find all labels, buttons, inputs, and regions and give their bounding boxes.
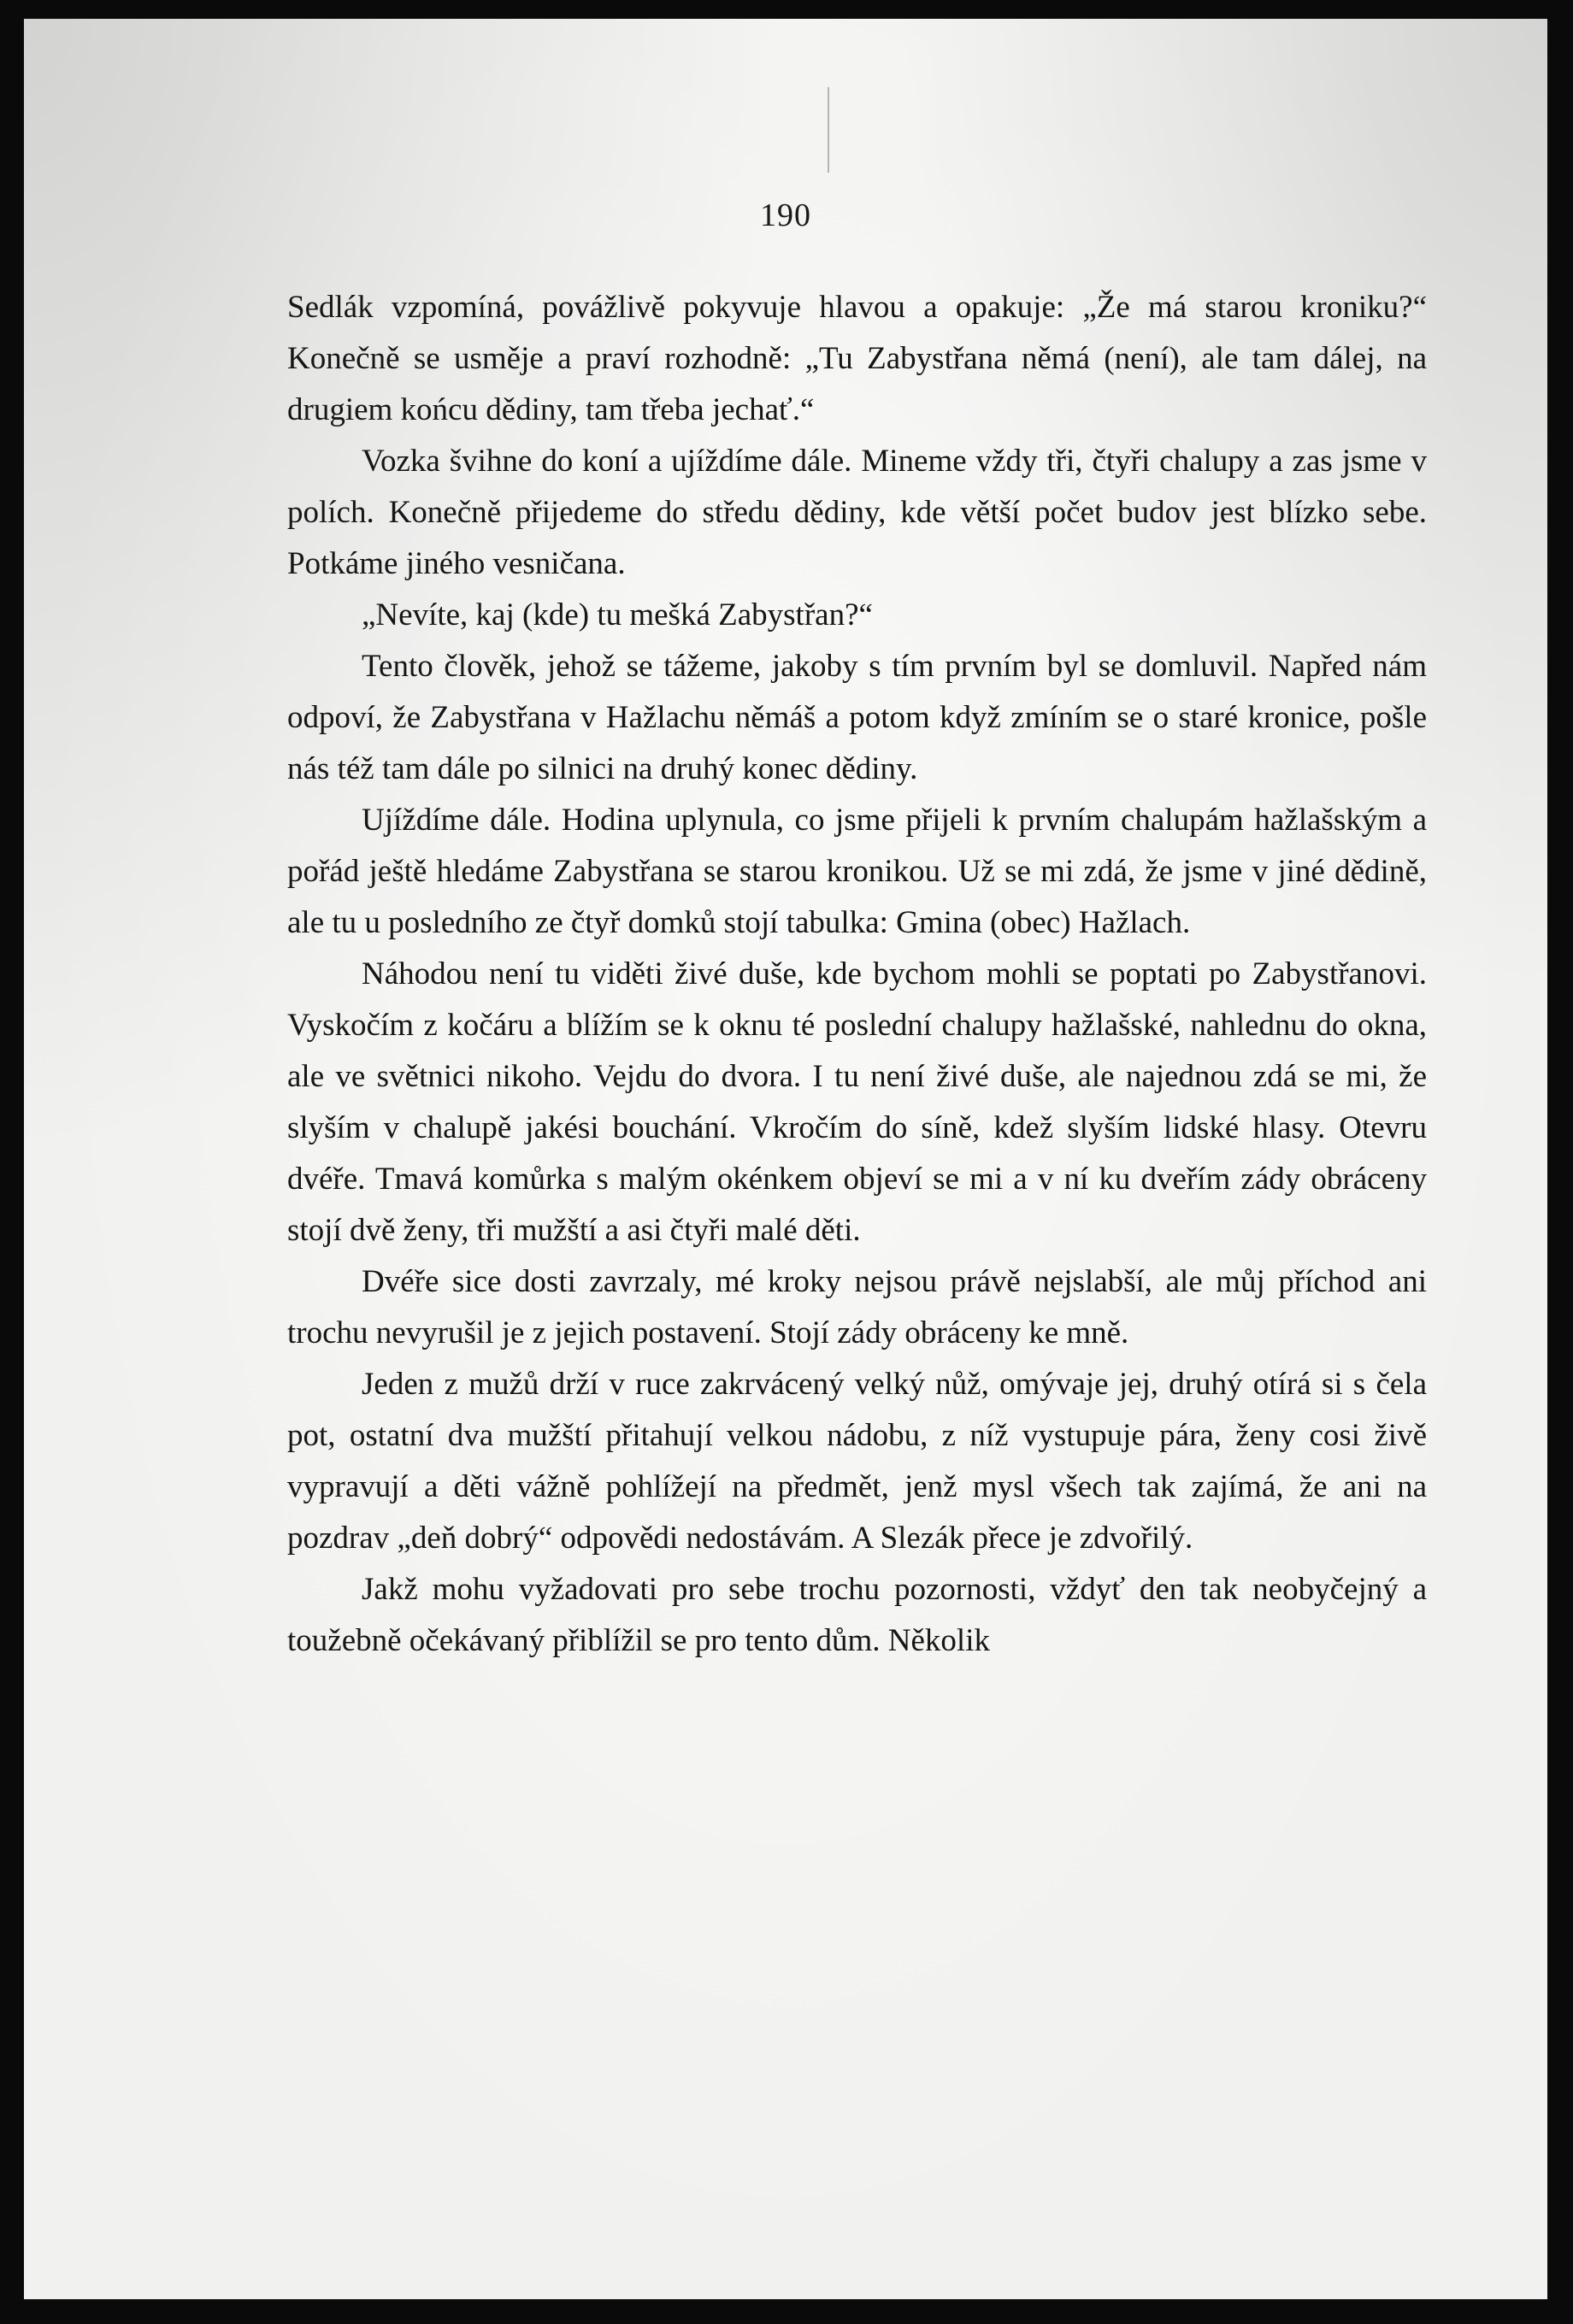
paragraph: Vozka švihne do koní a ujíždíme dále. Mineme vždy tři, čtyři chalupy a zas jsme v polích. Konečně přijedeme do středu dědiny, kde větší počet budov jest blízko sebe. Potkáme jiného vesničana. [287,444,1427,581]
paragraph: „Nevíte, kaj (kde) tu mešká Zabystřan?“ [362,597,873,632]
paragraph: Tento člověk, jehož se tážeme, jakoby s tím prvním byl se domluvil. Napřed nám odpoví, že Zabystřana v Hažlachu němáš a potom když zmíním se o staré kronice, pošle nás též tam dále po silnici na druhý konec dědiny. [287,649,1427,786]
paragraph: Ujíždíme dále. Hodina uplynula, co jsme přijeli k prvním chalupám hažlašským a pořád ještě hledáme Zabystřana se starou kronikou. Už se mi zdá, že jsme v jiné dědině, ale tu u posledního ze čtyř domků stojí tabulka: Gmina (obec) Hažlach. [287,803,1427,940]
paragraph: Sedlák vzpomíná, povážlivě pokyvuje hlavou a opakuje: „Že má starou kroniku?“ Konečně se usměje a praví rozhodně: „Tu Zabystřana němá (není), ale tam dálej, na drugiem końcu dědiny, tam třeba jechať.“ [287,290,1427,427]
paragraph: Náhodou není tu viděti živé duše, kde bychom mohli se poptati po Zabystřanovi. Vyskočím z kočáru a blížím se k oknu té poslední chalupy hažlašské, nahlednu do okna, ale ve světnici nikoho. Vejdu do dvora. I tu není živé duše, ale najednou zdá se mi, že slyším v chalupě jakési bouchání. Vkročím do síně, kdež slyším lidské hlasy. Otevru dvéře. Tmavá komůrka s malým okénkem objeví se mi a v ní ku dveřím zády obráceny stojí dvě ženy, tři mužští a asi čtyři malé děti. [287,956,1427,1248]
body-text [287,282,1427,1667]
paragraph: Dvéře sice dosti zavrzaly, mé kroky nejsou právě nejslabší, ale můj příchod ani trochu nevyrušil je z jejich postavení. Stojí zády obráceny ke mně. [287,1264,1427,1350]
page-fold-mark [828,87,829,173]
book-page [24,19,1547,2299]
page-number: 190 [760,197,811,233]
paragraph: Jakž mohu vyžadovati pro sebe trochu pozornosti, vždyť den tak neobyčejný a toužebně očekávaný přiblížil se pro tento dům. Několik [287,1572,1427,1658]
paragraph: Jeden z mužů drží v ruce zakrvácený velký nůž, omývaje jej, druhý otírá si s čela pot, ostatní dva mužští přitahují velkou nádobu, z níž vystupuje pára, ženy cosi živě vypravují a děti vážně pohlížejí na předmět, jenž mysl všech tak zajímá, že ani na pozdrav „deň dobrý“ odpovědi nedostávám. A Slezák přece je zdvořilý. [287,1367,1427,1556]
